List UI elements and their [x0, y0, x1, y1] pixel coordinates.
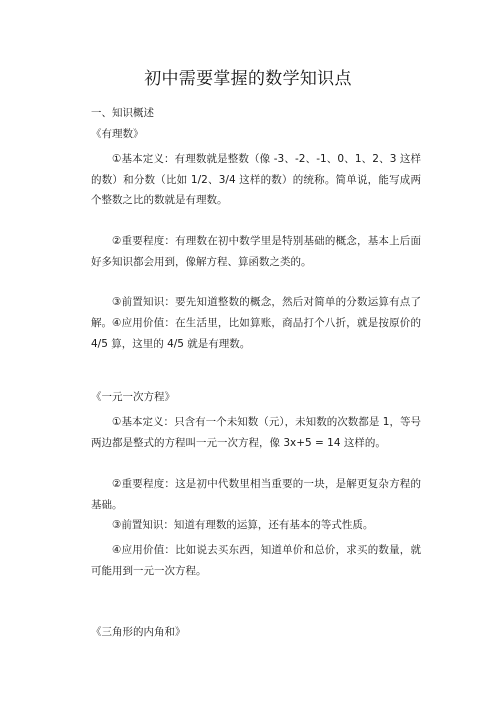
- document-title: 初中需要掌握的数学知识点: [144, 69, 352, 89]
- linear-definition-paragraph: ①基本定义：只含有一个未知数（元），未知数的次数都是 1，等号两边都是整式的方程叫一元一次方程，像 3x+5 = 14 这样的。: [91, 416, 421, 449]
- rational-definition-paragraph: ①基本定义：有理数就是整数（像 -3、-2、-1、0、1、2、3 这样的数）和分数（比如 1/2、3/4 这样的数）的统称。简单说，能写成两个整数之比的数就是有理数。: [91, 153, 421, 206]
- linear-application-paragraph: ④应用价值：比如说去买东西，知道单价和总价，求买的数量，就可能用到一元一次方程。: [91, 544, 421, 577]
- linear-importance-paragraph: ②重要程度：这是初中代数里相当重要的一块，是解更复杂方程的基础。: [91, 478, 421, 511]
- linear-prerequisite-paragraph: ③前置知识：知道有理数的运算，还有基本的等式性质。: [112, 519, 374, 531]
- rational-importance-paragraph: ②重要程度：有理数在初中数学里是特别基础的概念，基本上后面好多知识都会用到，像解方程、算函数之类的。: [91, 235, 421, 268]
- topic-heading-triangle-angle-sum: 《三角形的内角和》: [91, 626, 186, 638]
- topic-heading-linear-equation: 《一元一次方程》: [91, 391, 175, 403]
- section-heading: 一、知识概述: [91, 107, 154, 119]
- topic-heading-rational-numbers: 《有理数》: [91, 128, 144, 140]
- rational-application-paragraph: ④应用价值：在生活里，比如算账，商品打个八折，就是按原价的 4/5 算，这里的 4/5 就是有理数。: [91, 317, 421, 350]
- rational-prerequisite-paragraph: ③前置知识：要先知道整数的概念，然后对简单的分数运算有点了解。: [91, 296, 421, 329]
